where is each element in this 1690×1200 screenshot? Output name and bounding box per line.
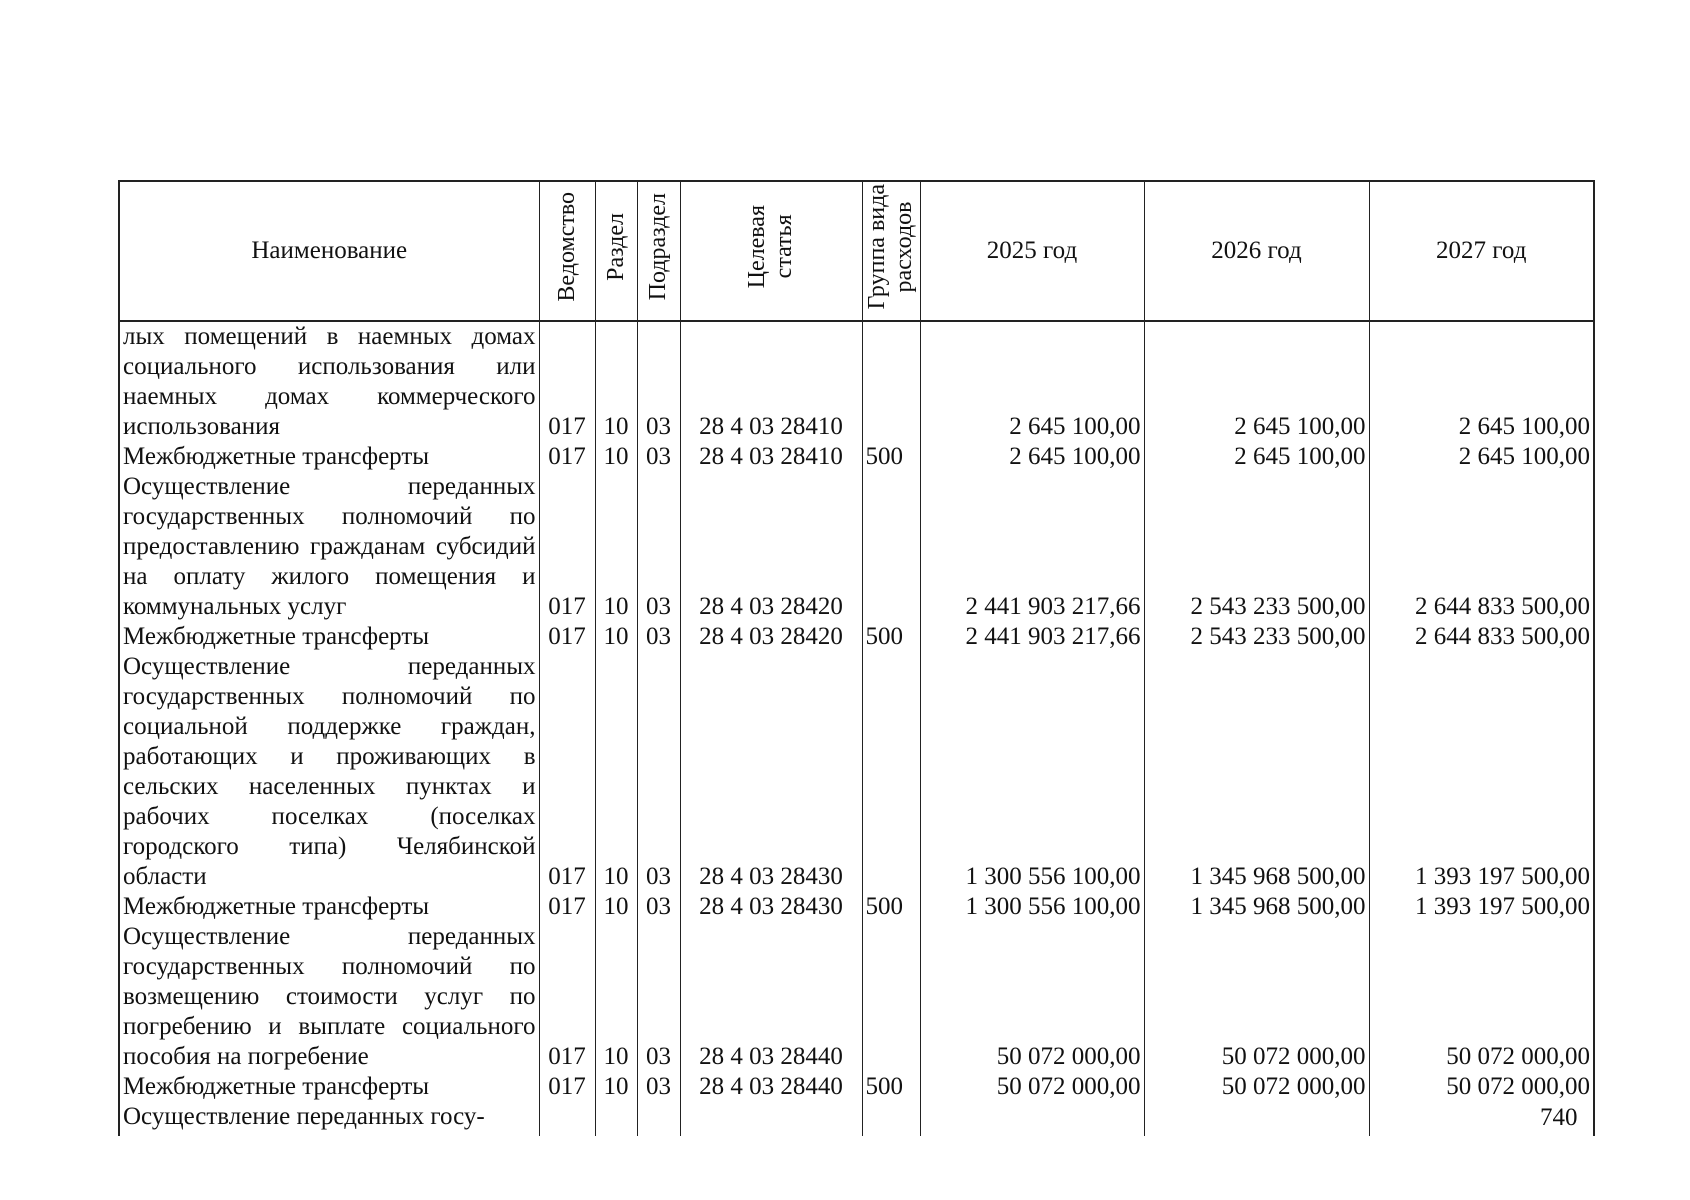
row-value-2026: 1 345 968 500,00 [1144,652,1369,892]
row-expense-group [862,321,920,442]
row-value-2026: 2 543 233 500,00 [1144,622,1369,652]
row-subsection: 03 [637,472,680,622]
row-value-2025: 2 645 100,00 [920,442,1144,472]
row-department: 017 [539,442,595,472]
row-section: 10 [595,442,637,472]
row-value-2025: 50 072 000,00 [920,1072,1144,1102]
row-value-2026: 50 072 000,00 [1144,1072,1369,1102]
row-expense-group [862,1102,920,1136]
header-name: Наименование [119,181,539,321]
row-name: лых помещений в наемных домах социального использования или наемных домах коммерческого использования [119,321,539,442]
row-section: 10 [595,622,637,652]
row-name: Осуществление переданных государственных полномочий по предоставлению гражданам субсидий на оплату жилого помещения и коммунальных услуг [119,472,539,622]
row-subsection: 03 [637,892,680,922]
row-value-2025: 2 441 903 217,66 [920,622,1144,652]
table-row [119,1102,1594,1136]
table-row [119,442,1594,472]
row-expense-group [862,652,920,892]
row-value-2027: 2 645 100,00 [1369,442,1594,472]
row-expense-group: 500 [862,1072,920,1102]
row-value-2025 [920,1102,1144,1136]
header-section: Раздел [595,181,637,321]
row-department: 017 [539,321,595,442]
row-department [539,1102,595,1136]
row-value-2027: 50 072 000,00 [1369,1072,1594,1102]
row-value-2027: 50 072 000,00 [1369,922,1594,1072]
row-department: 017 [539,1072,595,1102]
table-row [119,892,1594,922]
header-2026: 2026 год [1144,181,1369,321]
row-expense-group [862,922,920,1072]
row-section [595,1102,637,1136]
row-target-item [680,1102,862,1136]
table-row [119,652,1594,892]
row-expense-group: 500 [862,442,920,472]
header-subsection: Подраздел [637,181,680,321]
row-name: Межбюджетные трансферты [119,892,539,922]
row-section: 10 [595,321,637,442]
row-target-item: 28 4 03 28410 [680,321,862,442]
row-subsection [637,1102,680,1136]
row-target-item: 28 4 03 28420 [680,622,862,652]
row-subsection: 03 [637,652,680,892]
row-target-item: 28 4 03 28410 [680,442,862,472]
row-value-2025: 1 300 556 100,00 [920,652,1144,892]
row-department: 017 [539,922,595,1072]
row-section: 10 [595,892,637,922]
header-department: Ведомство [539,181,595,321]
row-name: Осуществление переданных государственных полномочий по возмещению стоимости услуг по погребению и выплате социального пособия на погребение [119,922,539,1072]
row-value-2026 [1144,1102,1369,1136]
row-section: 10 [595,472,637,622]
row-target-item: 28 4 03 28430 [680,652,862,892]
row-section: 10 [595,922,637,1072]
table-row [119,1072,1594,1102]
table-header-row [119,181,1594,321]
row-section: 10 [595,652,637,892]
row-department: 017 [539,622,595,652]
row-subsection: 03 [637,922,680,1072]
row-name: Осуществление переданных госу- [119,1102,539,1136]
row-department: 017 [539,652,595,892]
row-target-item: 28 4 03 28420 [680,472,862,622]
row-value-2026: 2 543 233 500,00 [1144,472,1369,622]
header-2027: 2027 год [1369,181,1594,321]
header-target-item: Целевая статья [680,181,862,321]
row-name: Осуществление переданных государственных полномочий по социальной поддержке граждан, работающих и проживающих в сельских населенных пунктах и рабочих поселках (поселках городского типа) Челябинской области [119,652,539,892]
row-value-2025: 50 072 000,00 [920,922,1144,1072]
table-row [119,622,1594,652]
row-target-item: 28 4 03 28440 [680,922,862,1072]
row-subsection: 03 [637,442,680,472]
row-value-2027: 1 393 197 500,00 [1369,892,1594,922]
table-row [119,321,1594,442]
row-value-2027: 1 393 197 500,00 [1369,652,1594,892]
table-row [119,472,1594,622]
row-subsection: 03 [637,321,680,442]
row-value-2026: 2 645 100,00 [1144,442,1369,472]
row-subsection: 03 [637,1072,680,1102]
page-number: 740 [1540,1104,1578,1131]
row-value-2026: 1 345 968 500,00 [1144,892,1369,922]
budget-table [118,180,1595,1136]
row-value-2027: 2 644 833 500,00 [1369,472,1594,622]
row-value-2027: 2 645 100,00 [1369,321,1594,442]
row-value-2025: 2 441 903 217,66 [920,472,1144,622]
row-subsection: 03 [637,622,680,652]
row-expense-group: 500 [862,892,920,922]
row-expense-group: 500 [862,622,920,652]
row-value-2026: 50 072 000,00 [1144,922,1369,1072]
row-department: 017 [539,892,595,922]
header-expense-group: Группа вида расходов [862,181,920,321]
row-section: 10 [595,1072,637,1102]
row-name: Межбюджетные трансферты [119,622,539,652]
row-value-2026: 2 645 100,00 [1144,321,1369,442]
row-value-2025: 2 645 100,00 [920,321,1144,442]
row-name: Межбюджетные трансферты [119,442,539,472]
row-name: Межбюджетные трансферты [119,1072,539,1102]
row-target-item: 28 4 03 28440 [680,1072,862,1102]
header-2025: 2025 год [920,181,1144,321]
table-row [119,922,1594,1072]
row-value-2027: 2 644 833 500,00 [1369,622,1594,652]
row-value-2025: 1 300 556 100,00 [920,892,1144,922]
row-expense-group [862,472,920,622]
row-department: 017 [539,472,595,622]
row-target-item: 28 4 03 28430 [680,892,862,922]
